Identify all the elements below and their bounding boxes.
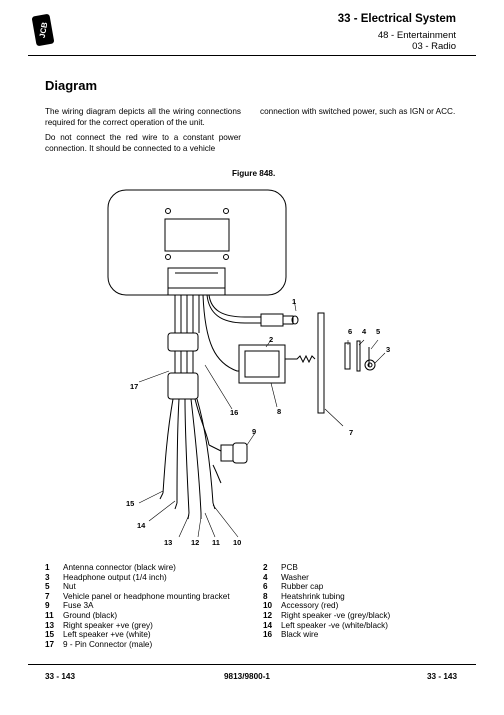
jcb-logo — [32, 14, 54, 46]
paragraph-3: connection with switched power, such as IGN or ACC. — [260, 107, 456, 116]
footer-rule — [28, 664, 476, 665]
legend-item: 10 Accessory (red) — [263, 601, 339, 611]
legend-item: 4 Washer — [263, 572, 309, 582]
paragraph-1: The wiring diagram depicts all the wiring connections required for the correct operation of the unit. — [45, 107, 241, 127]
callout-8: 8 — [277, 407, 282, 416]
legend-item: 15 Left speaker +ve (white) — [45, 630, 151, 640]
callout-4: 4 — [362, 327, 367, 336]
chapter-title: 33 - Electrical System — [337, 13, 456, 25]
callout-14: 14 — [137, 521, 146, 530]
legend-item: 5 Nut — [45, 582, 76, 592]
legend-item: 7 Vehicle panel or headphone mounting bracket — [45, 591, 230, 601]
footer-doc-number: 9813/9800-1 — [224, 672, 270, 681]
callout-1: 1 — [292, 297, 297, 306]
callout-13: 13 — [164, 538, 173, 547]
legend-item: 3 Headphone output (1/4 inch) — [45, 572, 167, 582]
legend-item: 13 Right speaker +ve (grey) — [45, 620, 153, 630]
legend-item: 11 Ground (black) — [45, 610, 118, 620]
callout-12: 12 — [191, 538, 200, 547]
legend-item: 17 9 - Pin Connector (male) — [45, 639, 153, 649]
callout-7: 7 — [349, 428, 354, 437]
legend-item: 14 Left speaker -ve (white/black) — [263, 620, 388, 630]
legend-item: 12 Right speaker -ve (grey/black) — [263, 610, 391, 620]
paragraph-2: Do not connect the red wire to a constant power connection. It should be connected to a vehicle — [45, 133, 241, 153]
radio-plate — [165, 219, 229, 251]
callout-9: 9 — [252, 427, 257, 436]
subsection-subtitle: 03 - Radio — [412, 41, 456, 52]
footer-page-right: 33 - 143 — [426, 672, 457, 681]
legend-right — [263, 563, 390, 640]
legend-item: 16 Black wire — [263, 630, 319, 640]
callout-10: 10 — [233, 538, 242, 547]
legend-item: 8 Heatshrink tubing — [263, 591, 345, 601]
figure-title: Figure 848. — [232, 169, 276, 178]
section-subtitle: 48 - Entertainment — [377, 30, 456, 41]
header-rule — [28, 55, 476, 56]
callout-16: 16 — [230, 408, 239, 417]
radio-unit — [108, 190, 286, 295]
legend-item: 9 Fuse 3A — [45, 601, 94, 611]
callout-2: 2 — [269, 335, 274, 344]
callout-5: 5 — [376, 327, 381, 336]
callout-17: 17 — [130, 382, 139, 391]
callout-11: 11 — [212, 538, 220, 547]
logo-text: JCB — [37, 21, 50, 39]
footer-page-left: 33 - 143 — [45, 672, 76, 681]
legend-item: 2 PCB — [263, 563, 298, 572]
legend-left — [45, 563, 230, 649]
wiring-diagram — [105, 183, 405, 548]
callout-15: 15 — [126, 499, 135, 508]
callout-6: 6 — [348, 327, 353, 336]
legend-item: 1 Antenna connector (black wire) — [45, 563, 176, 572]
legend-item: 6 Rubber cap — [263, 582, 324, 592]
section-title: Diagram — [45, 78, 98, 93]
callout-3: 3 — [386, 345, 391, 354]
